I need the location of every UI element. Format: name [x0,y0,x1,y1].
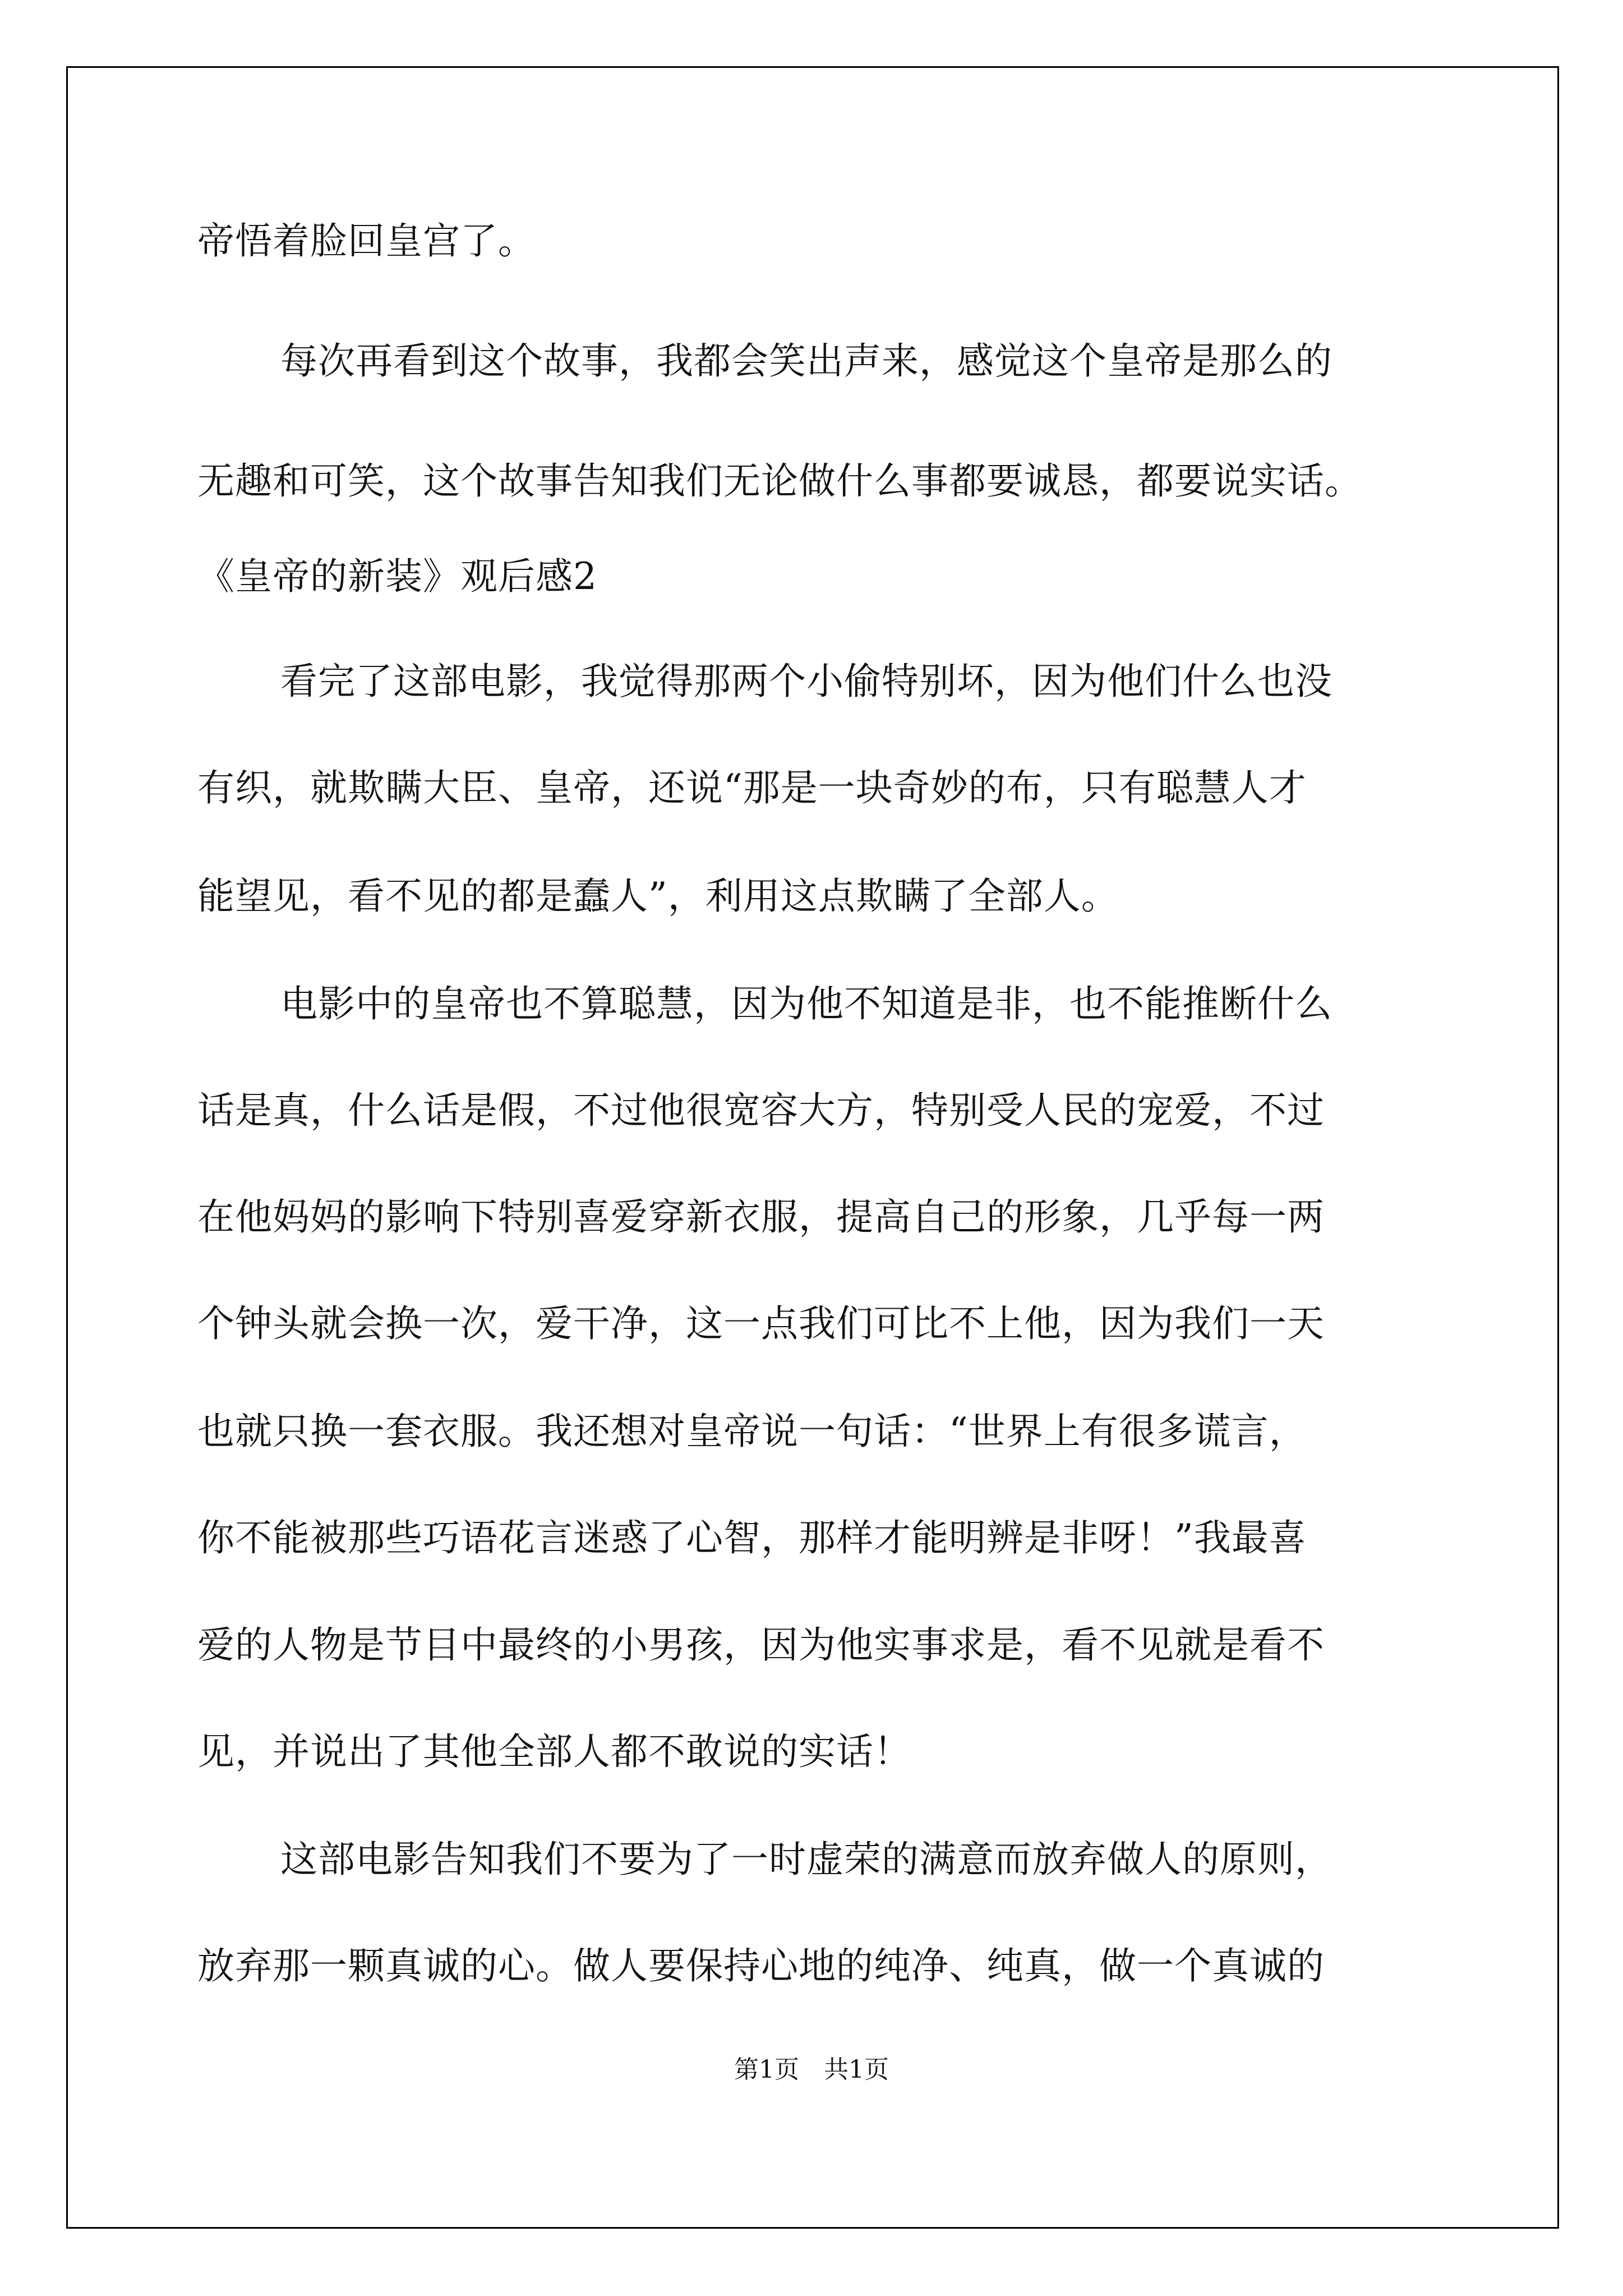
text-line-14: 见，并说出了其他全部人都不敢说的实话！ [197,1730,911,1773]
text-line-4: 看完了这部电影，我觉得那两个小偷特别坏，因为他们什么也没 [280,660,1332,703]
text-line-12: 你不能被那些巧语花言迷惑了心智，那样才能明辨是非呀！”我最喜 [197,1516,1307,1559]
text-line-16: 放弃那一颗真诚的心。做人要保持心地的纯净、纯真，做一个真诚的 [197,1944,1325,1987]
section-heading: 《皇帝的新装》观后感2 [197,555,597,598]
text-line-7: 电影中的皇帝也不算聪慧，因为他不知道是非，也不能推断什么 [280,982,1332,1025]
text-line-6: 能望见，看不见的都是蠢人”，利用这点欺瞒了全部人。 [197,875,1119,918]
page-border [66,66,1559,2229]
text-line-1: 帝悟着脸回皇宫了。 [197,219,536,263]
text-line-15: 这部电影告知我们不要为了一时虚荣的满意而放弃做人的原则， [280,1838,1332,1881]
text-line-2: 每次再看到这个故事，我都会笑出声来，感觉这个皇帝是那么的 [280,339,1332,383]
text-line-13: 爱的人物是节目中最终的小男孩，因为他实事求是，看不见就是看不 [197,1623,1325,1667]
text-line-5: 有织，就欺瞒大臣、皇帝，还说“那是一块奇妙的布，只有聪慧人才 [197,766,1307,809]
page-footer: 第1页 共1页 [734,2055,889,2084]
text-line-8: 话是真，什么话是假，不过他很宽容大方，特别受人民的宠爱，不过 [197,1089,1325,1132]
text-line-10: 个钟头就会换一次，爱干净，这一点我们可比不上他，因为我们一天 [197,1302,1325,1345]
text-line-3: 无趣和可笑，这个故事告知我们无论做什么事都要诚恳，都要说实话。 [197,459,1362,503]
text-line-11: 也就只换一套衣服。我还想对皇帝说一句话：“世界上有很多谎言， [197,1410,1307,1453]
text-line-9: 在他妈妈的影响下特别喜爱穿新衣服，提高自己的形象，几乎每一两 [197,1195,1325,1239]
